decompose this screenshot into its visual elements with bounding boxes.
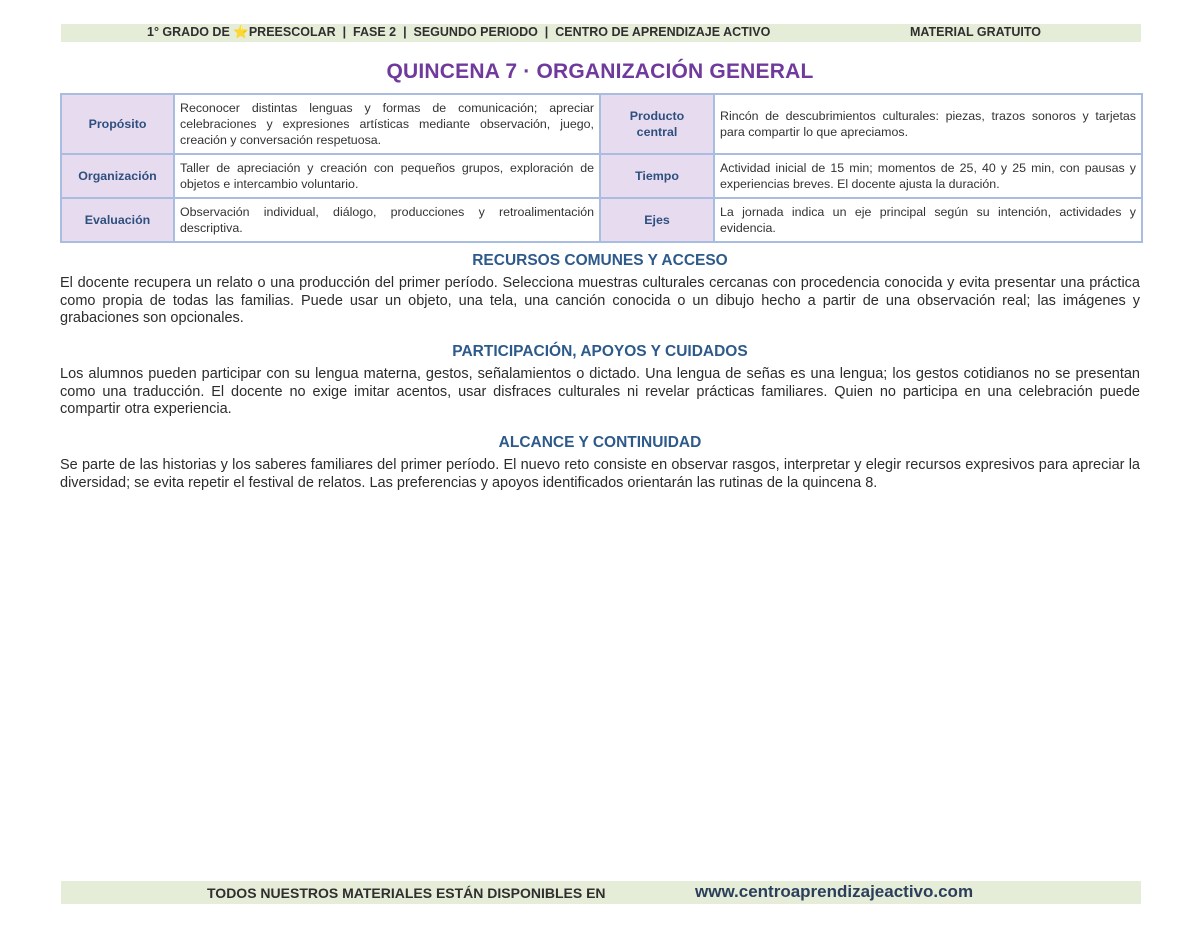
label-ejes: Ejes [600, 198, 714, 242]
star-icon: ⭐ [233, 25, 249, 39]
label-proposito: Propósito [61, 94, 174, 154]
header-bar [61, 24, 1141, 42]
section-body: Los alumnos pueden participar con su lengua materna, gestos, señalamientos o dictado. Una lengua de señas es una lengua; los gestos cotidianos no se presentan como una traducción. El docente no exige imitar acentos, usar disfraces culturales ni revelar prácticas familiares. Quien no participa en una celebración puede compartir otra experiencia. [60, 366, 1140, 417]
organization-table [60, 93, 1143, 243]
page-title: QUINCENA 7 · ORGANIZACIÓN GENERAL [386, 60, 814, 83]
value-evaluacion: Observación individual, diálogo, producciones y retroalimentación descriptiva. [174, 198, 600, 242]
section-heading: PARTICIPACIÓN, APOYOS Y CUIDADOS [452, 343, 748, 360]
website-link[interactable]: www.centroaprendizajeactivo.com [695, 882, 974, 901]
table-row [61, 94, 1142, 154]
section-body: Se parte de las historias y los saberes familiares del primer período. El nuevo reto consiste en observar rasgos, interpretar y elegir recursos expresivos para apreciar la diversidad; se evita repetir el festival de relatos. Las preferencias y apoyos identificados orientarán las rutinas de la quincena 8. [60, 457, 1140, 491]
header-level: PREESCOLAR | FASE 2 | SEGUNDO PERIODO | CENTRO DE APRENDIZAJE ACTIVO [248, 25, 771, 39]
footer-bar [61, 881, 1141, 904]
header-free-material: MATERIAL GRATUITO [910, 25, 1042, 39]
section-heading: RECURSOS COMUNES Y ACCESO [472, 252, 728, 269]
table-row [61, 154, 1142, 198]
section-recursos [60, 251, 1140, 328]
value-producto-central: Rincón de descubrimientos culturales: piezas, trazos sonoros y tarjetas para compartir lo que apreciamos. [714, 94, 1142, 154]
footer-text: TODOS NUESTROS MATERIALES ESTÁN DISPONIBLES EN [207, 885, 606, 901]
label-producto-central: Producto central [600, 94, 714, 154]
section-heading: ALCANCE Y CONTINUIDAD [498, 434, 702, 451]
label-organizacion: Organización [61, 154, 174, 198]
value-organizacion: Taller de apreciación y creación con pequeños grupos, exploración de objetos e intercambio voluntario. [174, 154, 600, 198]
header-course-info [147, 25, 770, 40]
section-body: El docente recupera un relato o una producción del primer período. Selecciona muestras culturales cercanas con procedencia conocida y evita presentar una práctica como propia de todas las familias. Puede usar un objeto, una tela, una canción conocida o un dibujo hecho a partir de una observación real; las imágenes y grabaciones son opcionales. [60, 275, 1140, 326]
header-grade: 1° GRADO DE [147, 25, 234, 39]
value-ejes: La jornada indica un eje principal según su intención, actividades y evidencia. [714, 198, 1142, 242]
table-row [61, 198, 1142, 242]
label-tiempo: Tiempo [600, 154, 714, 198]
section-alcance [60, 433, 1140, 492]
value-tiempo: Actividad inicial de 15 min; momentos de 25, 40 y 25 min, con pausas y experiencias breves. El docente ajusta la duración. [714, 154, 1142, 198]
section-participacion [60, 342, 1140, 419]
label-evaluacion: Evaluación [61, 198, 174, 242]
value-proposito: Reconocer distintas lenguas y formas de comunicación; apreciar celebraciones y expresiones artísticas mediante observación, juego, creación y conversación respetuosa. [174, 94, 600, 154]
